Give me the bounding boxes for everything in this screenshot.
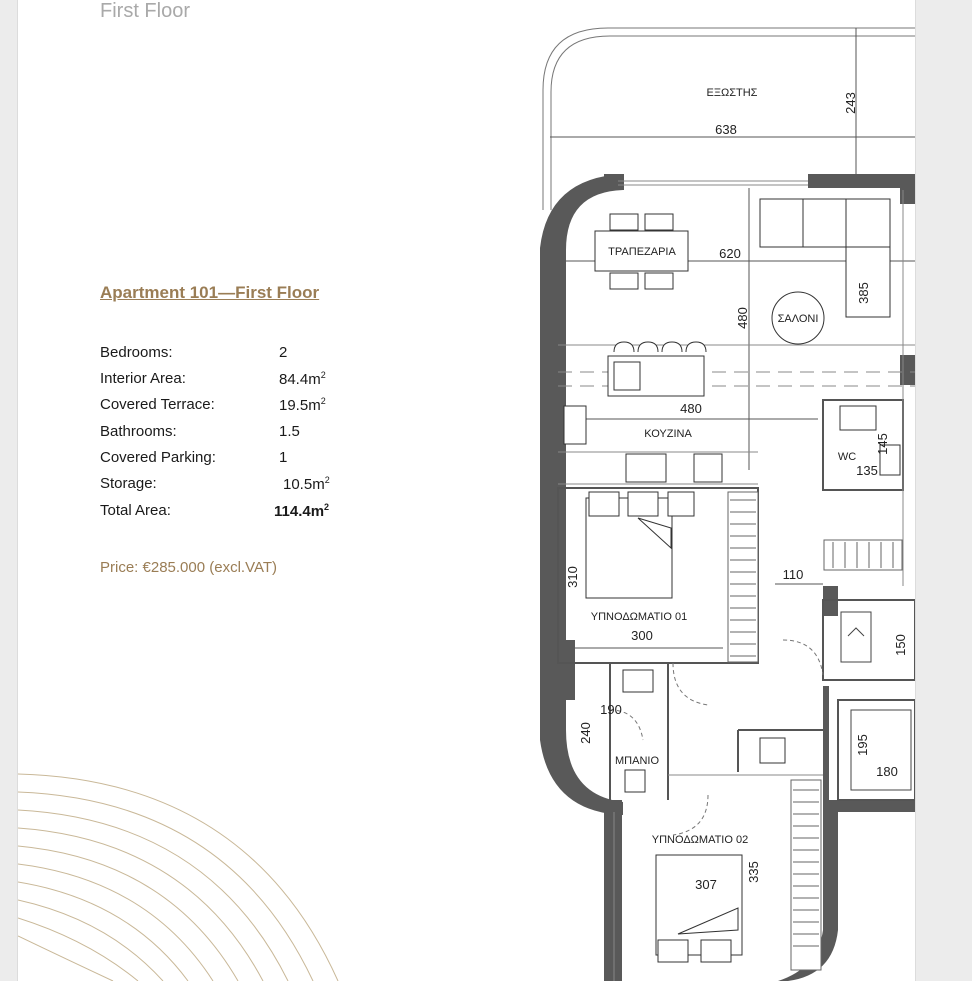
wardrobe-02 xyxy=(791,780,821,970)
room-label-bathroom: ΜΠΑΝΙΟ xyxy=(615,755,659,767)
bed-01 xyxy=(586,492,694,598)
dim-bath-depth: 240 xyxy=(578,722,593,744)
dim-bed2-depth: 335 xyxy=(746,861,761,883)
room-label-wc: WC xyxy=(837,451,857,463)
dim-hall-width: 110 xyxy=(782,567,804,582)
dim-lift-depth: 195 xyxy=(855,734,870,756)
dim-kitchen-width: 480 xyxy=(680,401,702,416)
spec-label: Covered Terrace: xyxy=(100,396,215,413)
spec-value: 1.5 xyxy=(279,423,300,440)
room-label-terrace: ΕΞΩΣΤΗΣ xyxy=(706,87,758,99)
room-label-kitchen: ΚΟΥΖΙΝΑ xyxy=(644,428,692,440)
floor-plan xyxy=(18,0,915,981)
dim-terrace-depth: 243 xyxy=(843,92,858,114)
spec-value: 2 xyxy=(279,344,288,361)
dim-lift-width: 180 xyxy=(876,764,898,779)
dim-store-depth: 150 xyxy=(893,634,908,656)
room-label-dining: ΤΡΑΠΕΖΑΡΙΑ xyxy=(608,246,676,258)
dim-wc-width: 135 xyxy=(856,463,878,478)
spec-label: Covered Parking: xyxy=(100,449,216,466)
floor-heading: First Floor xyxy=(100,0,190,22)
dim-terrace-width: 638 xyxy=(715,122,737,137)
room-label-living: ΣΑΛΟΝΙ xyxy=(777,313,819,325)
dim-wc-depth: 145 xyxy=(875,433,890,455)
dim-sofa-depth: 385 xyxy=(856,282,871,304)
spec-label: Bathrooms: xyxy=(100,423,177,440)
brochure-page xyxy=(18,0,915,981)
room-label-bedroom-02: ΥΠΝΟΔΩΜΑΤΙΟ 02 xyxy=(651,834,749,846)
dim-living-width: 620 xyxy=(719,246,741,261)
room-label-bedroom-01: ΥΠΝΟΔΩΜΑΤΙΟ 01 xyxy=(590,611,688,623)
spec-value: $19.5m^2$ xyxy=(279,396,326,414)
spec-value: $84.4m^2$ xyxy=(279,370,326,388)
dim-living-depth: 480 xyxy=(735,307,750,329)
spec-label: Bedrooms: xyxy=(100,344,173,361)
price-text: Price: €285.000 (excl.VAT) xyxy=(100,559,278,576)
dim-bath-width: 190 xyxy=(600,702,622,717)
spec-label: Storage: xyxy=(100,475,157,492)
wardrobe-01 xyxy=(728,492,758,662)
hall-storage xyxy=(824,540,902,570)
bed-02 xyxy=(656,855,742,962)
spec-value: $10.5m^2$ xyxy=(283,475,330,493)
spec-label: Total Area: xyxy=(100,502,171,519)
apartment-title: Apartment 101—First Floor xyxy=(100,283,320,302)
dim-bed1-depth: 310 xyxy=(565,566,580,588)
spec-value: 1 xyxy=(279,449,288,466)
spec-label: Interior Area: xyxy=(100,370,186,387)
dim-bed2-width: 307 xyxy=(695,877,717,892)
spec-value: $114.4m^2$ xyxy=(274,502,330,520)
dim-bed1-width: 300 xyxy=(631,628,653,643)
